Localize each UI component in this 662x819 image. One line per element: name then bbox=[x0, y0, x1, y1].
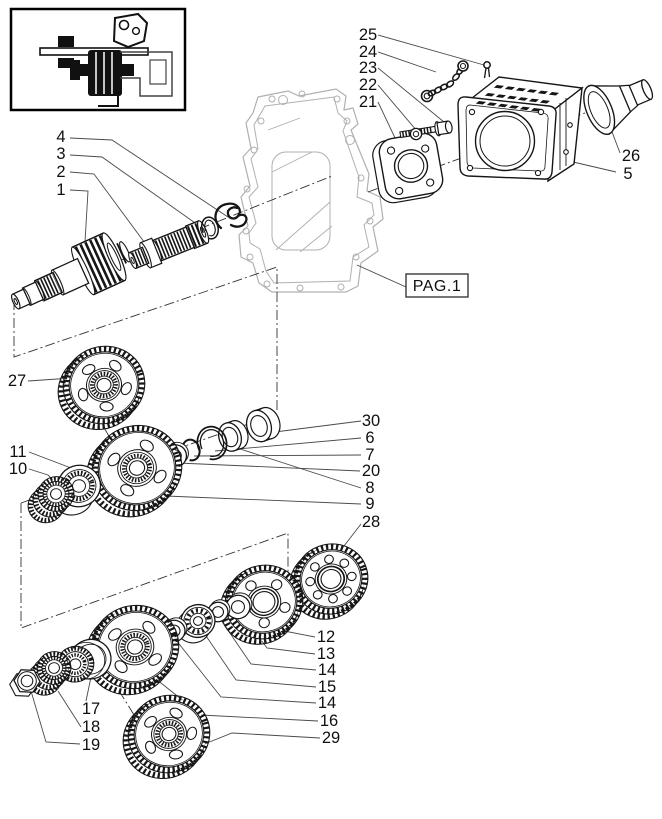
callout-label-co16: 16 bbox=[319, 712, 339, 730]
callout-label-co1: 1 bbox=[56, 181, 66, 199]
callout-label-co26: 26 bbox=[621, 147, 641, 165]
callout-label-co7: 7 bbox=[365, 446, 375, 464]
cotter-pin-25 bbox=[484, 62, 490, 78]
callout-label-co6: 6 bbox=[365, 429, 375, 447]
callout-label-co5: 5 bbox=[623, 165, 633, 183]
overview-inset-thumbnail bbox=[11, 9, 185, 110]
leader-line-co18 bbox=[58, 691, 81, 727]
callout-label-co10: 10 bbox=[8, 460, 28, 478]
leader-line-co17 bbox=[86, 677, 91, 701]
leader-line-co25 bbox=[378, 35, 484, 65]
leader-line-co19 bbox=[31, 691, 80, 744]
leader-line-pag1 bbox=[357, 265, 406, 287]
callout-label-co27: 27 bbox=[7, 372, 27, 390]
leader-line-co8 bbox=[234, 447, 361, 488]
callout-label-co23: 23 bbox=[358, 59, 378, 77]
gear-27 bbox=[47, 336, 156, 440]
leader-line-co30 bbox=[267, 421, 361, 433]
leader-line-co28 bbox=[344, 524, 361, 546]
callout-label-co19: 19 bbox=[81, 736, 101, 754]
gearbox-housing bbox=[239, 89, 383, 292]
callout-label-co20: 20 bbox=[361, 462, 381, 480]
retaining-clip-4 bbox=[215, 204, 246, 228]
leader-line-co11 bbox=[29, 452, 71, 468]
pto-output-shaft-1 bbox=[2, 227, 138, 326]
callout-label-co14a: 14 bbox=[317, 661, 337, 679]
leader-line-co9 bbox=[166, 496, 361, 504]
callout-label-co28: 28 bbox=[361, 513, 381, 531]
callout-label-co2: 2 bbox=[56, 163, 66, 181]
leader-line-co3 bbox=[70, 155, 205, 230]
leader-line-co4 bbox=[70, 138, 228, 217]
callout-label-co29: 29 bbox=[321, 729, 341, 747]
callout-label-co25: 25 bbox=[358, 26, 378, 44]
callout-label-co15: 15 bbox=[317, 678, 337, 696]
callout-label-co4: 4 bbox=[56, 128, 66, 146]
callout-label-co3: 3 bbox=[56, 145, 66, 163]
leader-line-co14b bbox=[176, 640, 316, 703]
callout-label-co8: 8 bbox=[365, 479, 375, 497]
callout-label-co21: 21 bbox=[358, 93, 378, 111]
retaining-chain-24 bbox=[422, 61, 469, 102]
leader-line-co24 bbox=[378, 52, 436, 72]
spacer-bushing-30 bbox=[243, 404, 284, 445]
callout-label-co24: 24 bbox=[358, 43, 378, 61]
callout-label-co14b: 14 bbox=[317, 694, 337, 712]
callout-label-co13: 13 bbox=[316, 645, 336, 663]
callout-label-co9: 9 bbox=[365, 495, 375, 513]
callout-label-co18: 18 bbox=[81, 718, 101, 736]
leader-line-co21 bbox=[378, 102, 396, 140]
leader-line-co29 bbox=[202, 733, 320, 745]
leader-line-co7 bbox=[194, 455, 361, 456]
page-ref-text: PAG.1 bbox=[412, 278, 462, 295]
callout-label-co30: 30 bbox=[361, 412, 381, 430]
pto-guard-5 bbox=[458, 77, 582, 181]
leader-line-co20 bbox=[178, 463, 360, 471]
mounting-flange-21 bbox=[370, 131, 445, 205]
gear-29 bbox=[112, 685, 221, 789]
callout-label-co12: 12 bbox=[316, 628, 336, 646]
callout-label-co17: 17 bbox=[81, 700, 101, 718]
callout-label-co11: 11 bbox=[9, 443, 27, 461]
pto-input-shaft-2 bbox=[125, 218, 211, 274]
callout-label-co22: 22 bbox=[358, 76, 378, 94]
leader-line-co22 bbox=[378, 85, 417, 131]
rubber-cap-26 bbox=[578, 64, 661, 139]
page-ref-badge bbox=[406, 274, 468, 297]
